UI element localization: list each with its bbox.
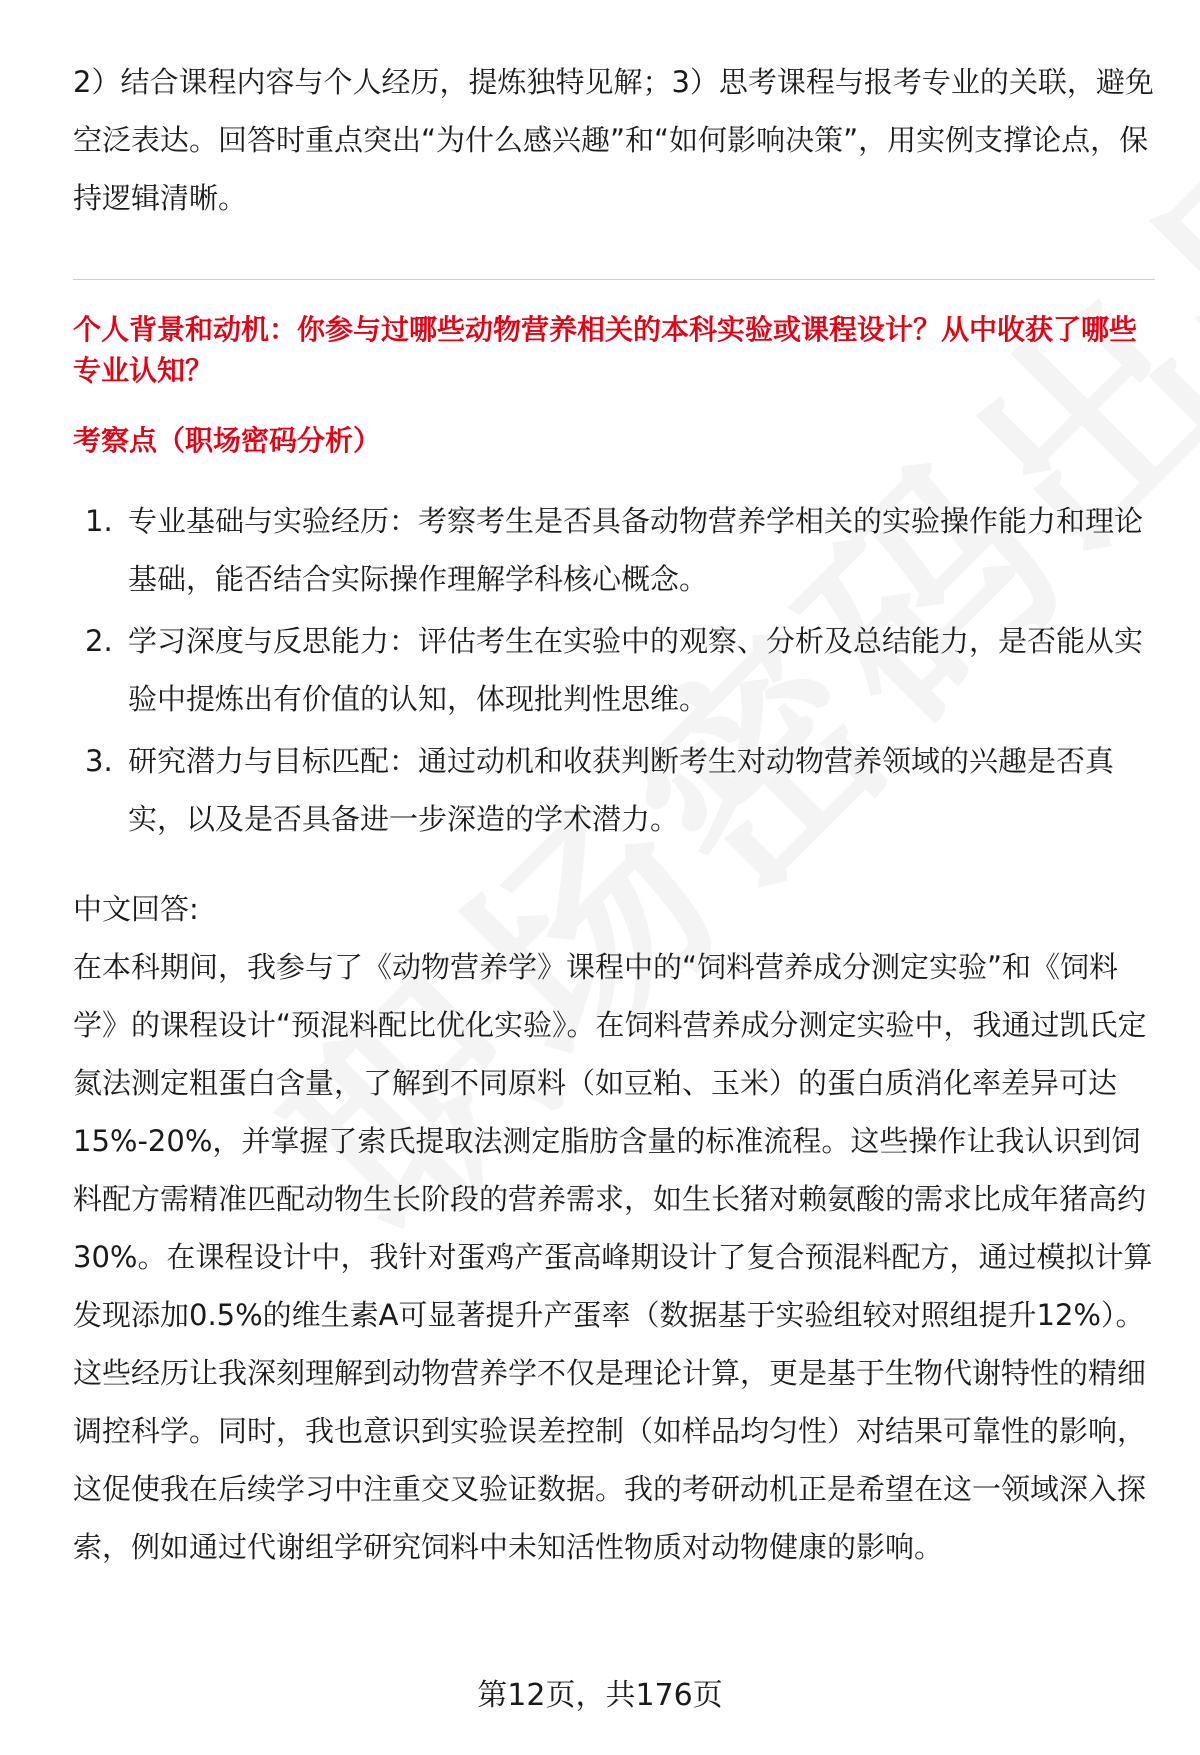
point-text: 专业基础与实验经历：考察考生是否具备动物营养学相关的实验操作能力和理论基础，能否结合实际操作理解学科核心概念。	[128, 504, 1144, 596]
assessment-point	[73, 732, 1155, 848]
page-footer: 第12页，共176页	[477, 1678, 723, 1713]
assessment-point	[73, 612, 1155, 728]
assessment-points-heading: 考察点（职场密码分析）	[73, 424, 382, 457]
answer-paragraph: 在本科期间，我参与了《动物营养学》课程中的“饲料营养成分测定实验”和《饲料学》的课程设计“预混料配比优化实验》。在饲料营养成分测定实验中，我通过凯氏定氮法测定粗蛋白含量，了解到不同原料（如豆粕、玉米）的蛋白质消化率差异可达15%-20%，并掌握了索氏提取法测定脂肪含量的标准流程。这些操作让我认识到饲料配方需精准匹配动物生长阶段的营养需求，如生长猪对赖氨酸的需求比成年猪高约30%。在课程设计中，我针对蛋鸡产蛋高峰期设计了复合预混料配方，通过模拟计算发现添加0.5%的维生素A可显著提升产蛋率（数据基于实验组较对照组提升12%）。这些经历让我深刻理解到动物营养学不仅是理论计算，更是基于生物代谢特性的精细调控科学。同时，我也意识到实验误差控制（如样品均匀性）对结果可靠性的影响，这促使我在后续学习中注重交叉验证数据。我的考研动机正是希望在这一领域深入探索，例如通过代谢组学研究饲料中未知活性物质对动物健康的影响。	[73, 950, 1153, 1564]
answer-label: 中文回答:	[73, 892, 199, 926]
assessment-points-list	[73, 492, 1155, 852]
intro-paragraph: 2）结合课程内容与个人经历，提炼独特见解；3）思考课程与报考专业的关联，避免空泛表达。回答时重点突出“为什么感兴趣”和“如何影响决策”，用实例支撑论点，保持逻辑清晰。	[73, 65, 1154, 215]
question-heading: 个人背景和动机：你参与过哪些动物营养相关的本科实验或课程设计？从中收获了哪些专业认知？	[73, 313, 1138, 387]
point-number: 2.	[85, 624, 113, 658]
point-number: 1.	[85, 504, 113, 538]
section-divider	[73, 279, 1155, 280]
point-text: 研究潜力与目标匹配：通过动机和收获判断考生对动物营养领域的兴趣是否真实，以及是否具备进一步深造的学术潜力。	[128, 744, 1115, 836]
point-text: 学习深度与反思能力：评估考生在实验中的观察、分析及总结能力，是否能从实验中提炼出有价值的认知，体现批判性思维。	[128, 624, 1144, 716]
point-number: 3.	[85, 744, 113, 778]
assessment-point	[73, 492, 1155, 608]
